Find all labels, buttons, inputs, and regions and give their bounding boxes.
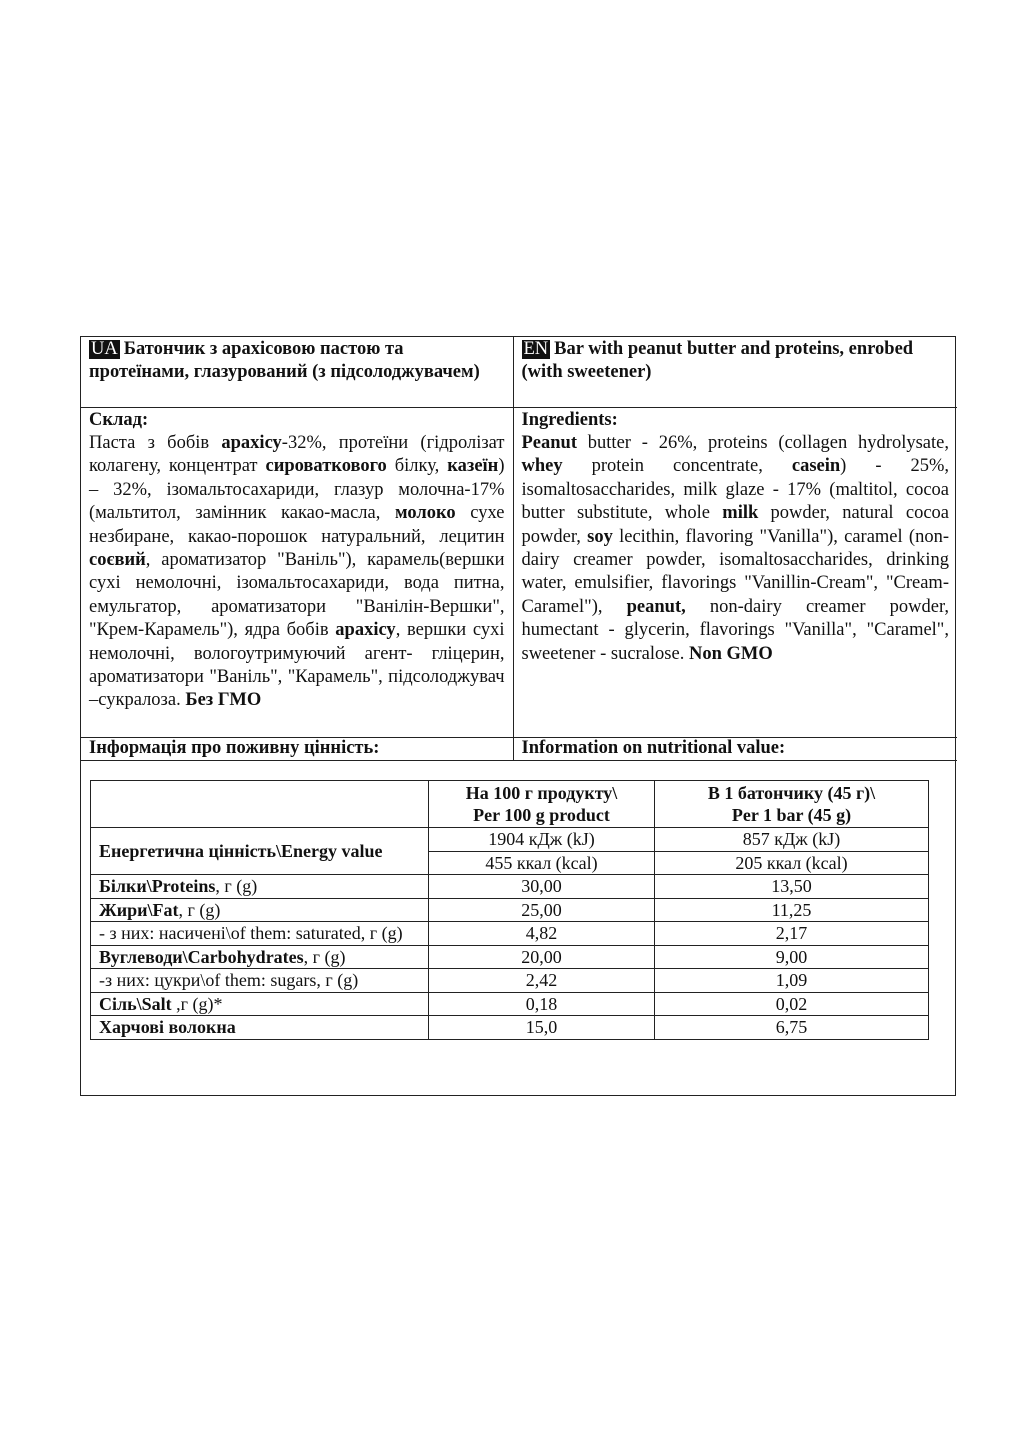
en-ingredient-text: lecithin, flavoring "Vanilla"), caramel (non-dairy creamer powder, isomaltosaccharides, drinking water, emulsifier, flavorings "Vanillin-Cream", "Cream-Caramel"),: [521, 526, 949, 617]
nutrient-label: [91, 922, 429, 946]
nutrition-row: [91, 898, 929, 922]
nutrient-value-per-bar: 6,75: [655, 1016, 929, 1040]
nutrient-unit: , г (g): [303, 946, 346, 967]
col-header-per-100g-en: Per 100 g product: [473, 805, 610, 825]
ua-product-title: Батончик з арахісовою пастою та протеїнами, глазурований (з підсолоджувачем): [89, 339, 480, 383]
nutrient-name: Сіль\Salt: [99, 993, 172, 1014]
nutrient-value-per-100g: 2,42: [429, 969, 655, 993]
nutrition-row: [91, 1016, 929, 1040]
nutrient-unit: ,г (g)*: [171, 993, 223, 1014]
nutrient-unit: -з них: цукри\of them: sugars, г (g): [99, 970, 359, 990]
energy-kcal-per-bar: 205 ккал (kcal): [655, 851, 929, 875]
en-ingredient-text: butter - 26%, proteins (collagen hydrolysate,: [577, 432, 949, 453]
col-header-per-100g-ua: На 100 г продукту\: [465, 782, 618, 803]
energy-kcal-per-100g: 455 ккал (kcal): [429, 851, 655, 875]
nutrient-unit: , г (g): [178, 899, 221, 920]
nutrition-row: [91, 945, 929, 969]
nutrient-label: [91, 992, 429, 1016]
ua-ingredient-allergen: соєвий: [89, 549, 146, 570]
ua-ingredient-allergen: Без ГМО: [185, 690, 262, 711]
en-language-badge: EN: [523, 339, 549, 359]
en-ingredient-allergen: soy: [587, 526, 613, 547]
en-ingredients-heading: Ingredients:: [521, 409, 618, 430]
en-ingredient-allergen: peanut,: [626, 596, 686, 617]
nutrient-label: [91, 875, 429, 899]
col-header-per-bar: [655, 781, 929, 828]
ua-nutrition-heading: Інформація про поживну цінність:: [81, 737, 513, 760]
nutrient-value-per-bar: 2,17: [655, 922, 929, 946]
ua-ingredient-text: сухе незбиране, какао-порошок натуральний, лецитин: [89, 503, 505, 547]
nutrient-name: Білки\Proteins: [99, 876, 216, 896]
en-ingredient-text: ) - 25%, isomaltosaccharides, milk glaze - 17% (maltitol, cocoa butter substitute, whole: [521, 456, 949, 524]
en-ingredient-allergen: whey: [521, 456, 563, 477]
energy-kj-per-bar: 857 кДж (kJ): [655, 828, 929, 852]
ua-ingredient-text: , вершки сухі немолочні, вологоутримуючий агент- гліцерин, ароматизатори "Ваніль", "Карамель", підсолоджувач –сукралоза.: [89, 620, 505, 711]
nutrient-value-per-100g: 0,18: [429, 992, 655, 1016]
nutrition-table: [90, 780, 929, 1040]
nutrient-name: Харчові волокна: [99, 1017, 236, 1037]
en-ingredient-text: powder, natural cocoa powder,: [521, 503, 949, 547]
col-header-per-100g: [429, 781, 655, 828]
nutrient-label: [91, 1016, 429, 1040]
nutrition-row: [91, 992, 929, 1016]
nutrient-name: Жири\Fat: [99, 899, 179, 920]
energy-kj-per-100g: 1904 кДж (kJ): [429, 828, 655, 852]
nutrient-value-per-100g: 30,00: [429, 875, 655, 899]
nutrient-value-per-bar: 13,50: [655, 875, 929, 899]
ua-ingredient-text: ) – 32%, ізомальтосахариди, глазур молочна-17% (мальтитол, замінник какао-масла,: [89, 456, 505, 524]
nutrient-value-per-bar: 9,00: [655, 945, 929, 969]
nutrient-value-per-bar: 11,25: [655, 898, 929, 922]
ua-title-cell: [81, 337, 513, 407]
en-ingredient-text: protein concentrate,: [562, 456, 792, 477]
en-ingredient-text: non-dairy creamer powder, humectant - glycerin, flavorings "Vanilla", "Caramel", sweetener - sucralose.: [521, 596, 949, 664]
ua-ingredients-text: [89, 432, 505, 713]
ua-ingredient-allergen: арахісу: [221, 432, 282, 453]
nutrient-value-per-100g: 25,00: [429, 898, 655, 922]
ua-language-badge: UA: [91, 339, 118, 359]
en-nutrition-heading: Information on nutritional value:: [513, 737, 957, 760]
nutrient-value-per-bar: 0,02: [655, 992, 929, 1016]
energy-value-label: Енергетична цінність\Energy value: [91, 828, 429, 875]
col-header-per-bar-en: Per 1 bar (45 g): [731, 805, 852, 825]
nutrition-corner-cell: [91, 781, 429, 828]
label-table: [81, 337, 957, 761]
en-ingredients-text: [522, 432, 950, 666]
col-header-per-bar-ua: В 1 батончику (45 г)\: [707, 782, 876, 803]
ua-ingredients-cell: [81, 407, 513, 737]
en-ingredient-allergen: Peanut: [521, 432, 577, 453]
ua-ingredient-text: Паста з бобів: [89, 432, 222, 453]
en-ingredient-allergen: casein: [791, 456, 841, 477]
en-ingredient-allergen: Non GMO: [688, 643, 773, 664]
en-ingredients-cell: [513, 407, 957, 737]
nutrient-value-per-100g: 4,82: [429, 922, 655, 946]
nutrition-row: [91, 875, 929, 899]
en-product-title: Bar with peanut butter and proteins, enrobed (with sweetener): [521, 339, 914, 383]
nutrient-label: [91, 898, 429, 922]
nutrition-rows: [91, 875, 929, 1040]
ua-ingredient-text: , ароматизатор "Ваніль"), карамель(вершки сухі немолочні, ізомальтосахариди, вода питна, емульгатор, ароматизатори "Ванілін-Вершки", "Крем-Карамель"), ядра бобів: [89, 549, 505, 641]
ua-ingredient-allergen: молоко: [394, 503, 456, 524]
nutrition-row: [91, 969, 929, 993]
en-title-cell: [513, 337, 957, 407]
nutrient-unit: - з них: насичені\of them: saturated, г (g): [99, 923, 403, 943]
ua-ingredient-text: -32%, протеїни (гідролізат колагену, концентрат: [89, 432, 505, 477]
nutrient-name: Вуглеводи\Carbohydrates: [99, 946, 304, 967]
nutrition-row: [91, 922, 929, 946]
product-label-sheet: [80, 336, 956, 1096]
nutrient-value-per-100g: 20,00: [429, 945, 655, 969]
nutrient-label: [91, 969, 429, 993]
ua-ingredients-heading: Склад:: [89, 409, 149, 430]
ua-ingredient-text: білку,: [386, 456, 448, 477]
nutrient-label: [91, 945, 429, 969]
ua-ingredient-allergen: арахісу: [335, 620, 396, 641]
en-ingredient-allergen: milk: [722, 503, 759, 524]
nutrient-value-per-bar: 1,09: [655, 969, 929, 993]
ua-ingredient-allergen: сироваткового: [265, 456, 387, 477]
nutrient-value-per-100g: 15,0: [429, 1016, 655, 1040]
nutrient-unit: , г (g): [215, 876, 258, 896]
ua-ingredient-allergen: казеїн: [447, 456, 499, 477]
